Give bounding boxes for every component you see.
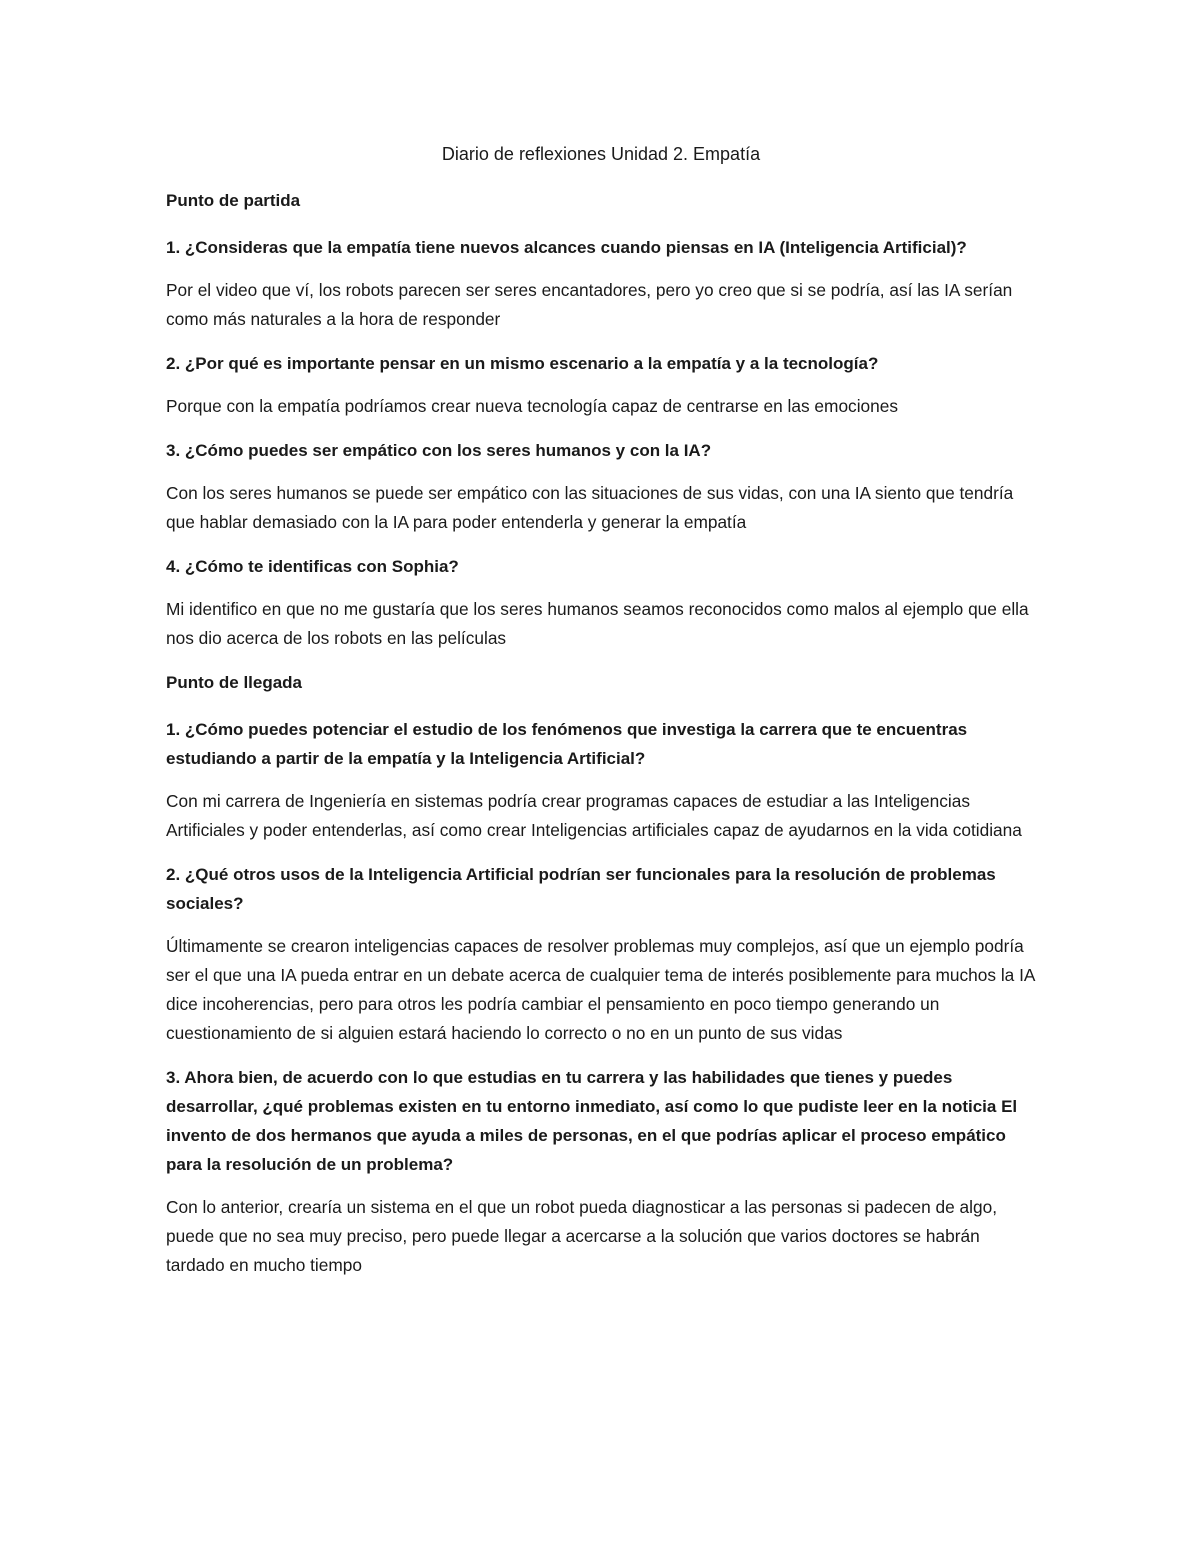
answer-partida-1: Por el video que ví, los robots parecen ser seres encantadores, pero yo creo que si se podría, así las IA serían como más naturales a la hora de responder: [166, 280, 1013, 329]
question-partida-1: 1. ¿Consideras que la empatía tiene nuevos alcances cuando piensas en IA (Inteligencia Artificial)?: [166, 238, 967, 257]
question-llegada-2: 2. ¿Qué otros usos de la Inteligencia Artificial podrían ser funcionales para la resolución de problemas sociales?: [166, 865, 996, 913]
question-partida-4: 4. ¿Cómo te identificas con Sophia?: [166, 557, 459, 576]
question-llegada-3: 3. Ahora bien, de acuerdo con lo que estudias en tu carrera y las habilidades que tienes y puedes desarrollar, ¿qué problemas existen en tu entorno inmediato, así como lo que pudiste leer en la noticia El invento de dos hermanos que ayuda a miles de personas, en el que podrías aplicar el proceso empático para la resolución de un problema?: [166, 1068, 1018, 1174]
answer-partida-4: Mi identifico en que no me gustaría que los seres humanos seamos reconocidos como malos al ejemplo que ella nos dio acerca de los robots en las películas: [166, 599, 1029, 648]
answer-llegada-1: Con mi carrera de Ingeniería en sistemas podría crear programas capaces de estudiar a las Inteligencias Artificiales y poder entenderlas, así como crear Inteligencias artificiales capaz de ayudarnos en la vida cotidiana: [166, 791, 1022, 840]
section-heading-punto-de-partida: Punto de partida: [166, 191, 301, 210]
section-heading-punto-de-llegada: Punto de llegada: [166, 673, 303, 692]
answer-llegada-3: Con lo anterior, crearía un sistema en el que un robot pueda diagnosticar a las personas si padecen de algo, puede que no sea muy preciso, pero puede llegar a acercarse a la solución que varios doctores se habrán tardado en mucho tiempo: [166, 1197, 997, 1275]
answer-partida-3: Con los seres humanos se puede ser empático con las situaciones de sus vidas, con una IA siento que tendría que hablar demasiado con la IA para poder entenderla y generar la empatía: [166, 483, 1014, 532]
question-partida-3: 3. ¿Cómo puedes ser empático con los seres humanos y con la IA?: [166, 441, 712, 460]
answer-partida-2: Porque con la empatía podríamos crear nueva tecnología capaz de centrarse en las emociones: [166, 396, 899, 416]
answer-llegada-2: Últimamente se crearon inteligencias capaces de resolver problemas muy complejos, así que un ejemplo podría ser el que una IA pueda entrar en un debate acerca de cualquier tema de interés posiblemente para muchos la IA dice incoherencias, pero para otros les podría cambiar el pensamiento en poco tiempo generando un cuestionamiento de si alguien estará haciendo lo correcto o no en un punto de sus vidas: [166, 936, 1035, 1043]
question-llegada-1: 1. ¿Cómo puedes potenciar el estudio de los fenómenos que investiga la carrera que te encuentras estudiando a partir de la empatía y la Inteligencia Artificial?: [166, 720, 968, 768]
document-page: [166, 140, 1036, 1295]
question-partida-2: 2. ¿Por qué es importante pensar en un mismo escenario a la empatía y a la tecnología?: [166, 354, 879, 373]
document-title: Diario de reflexiones Unidad 2. Empatía: [441, 144, 761, 164]
